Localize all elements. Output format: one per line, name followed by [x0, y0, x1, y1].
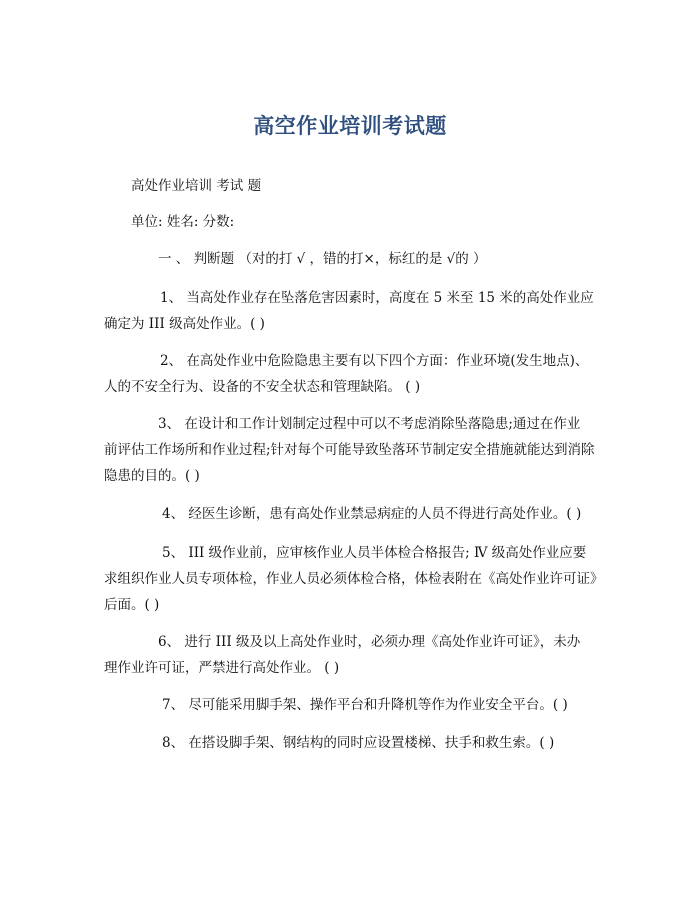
- question-4: [104, 501, 604, 527]
- question-2-continuation: 人的不安全行为、设备的不安全状态和管理缺陷。 ( ): [104, 379, 421, 395]
- question-1-text: 1、 当高处作业存在坠落危害因素时，高度在 5 米至 15 米的高处作业应: [160, 290, 594, 306]
- question-3: [104, 411, 604, 489]
- question-5: [104, 540, 604, 618]
- question-8-text: 8、 在搭设脚手架、钢结构的同时应设置楼梯、扶手和救生索。( ): [162, 735, 555, 751]
- question-2: [104, 348, 604, 400]
- question-7-text: 7、 尽可能采用脚手架、操作平台和升降机等作为作业安全平台。( ): [162, 697, 568, 713]
- question-6-continuation: 理作业许可证，严禁进行高处作业。 ( ): [104, 660, 340, 676]
- section-heading: 一 、 判断题 （对的打 √ ，错的打×，标红的是 √的 ）: [158, 251, 487, 267]
- question-6: [104, 629, 604, 681]
- info-line: 单位: 姓名: 分数:: [131, 214, 235, 230]
- question-1: [104, 285, 604, 337]
- question-3-text: 3、 在设计和工作计划制定过程中可以不考虑消除坠落隐患;通过在作业: [158, 416, 581, 432]
- question-5-text: 5、 III 级作业前，应审核作业人员半体检合格报告; Ⅳ 级高处作业应要: [162, 545, 587, 561]
- question-2-text: 2、 在高处作业中危险隐患主要有以下四个方面：作业环境(发生地点)、: [160, 353, 589, 369]
- document-subtitle: 高处作业培训 考试 题: [131, 178, 262, 194]
- question-7: [104, 692, 604, 718]
- document-title: 高空作业培训考试题: [253, 113, 447, 138]
- question-6-text: 6、 进行 III 级及以上高处作业时，必须办理《高处作业许可证》，未办: [158, 634, 581, 650]
- question-5-continuation: 求组织作业人员专项体检，作业人员必须体检合格，体检表附在《高处作业许可证》后面。( ): [104, 571, 604, 613]
- question-1-continuation: 确定为 III 级高处作业。( ): [104, 316, 265, 332]
- question-4-text: 4、 经医生诊断，患有高处作业禁忌病症的人员不得进行高处作业。( ): [162, 506, 582, 522]
- question-3-continuation: 前评估工作场所和作业过程;针对每个可能导致坠落环节制定安全措施就能达到消除隐患的目的。( ): [104, 442, 595, 484]
- question-8: [104, 730, 604, 756]
